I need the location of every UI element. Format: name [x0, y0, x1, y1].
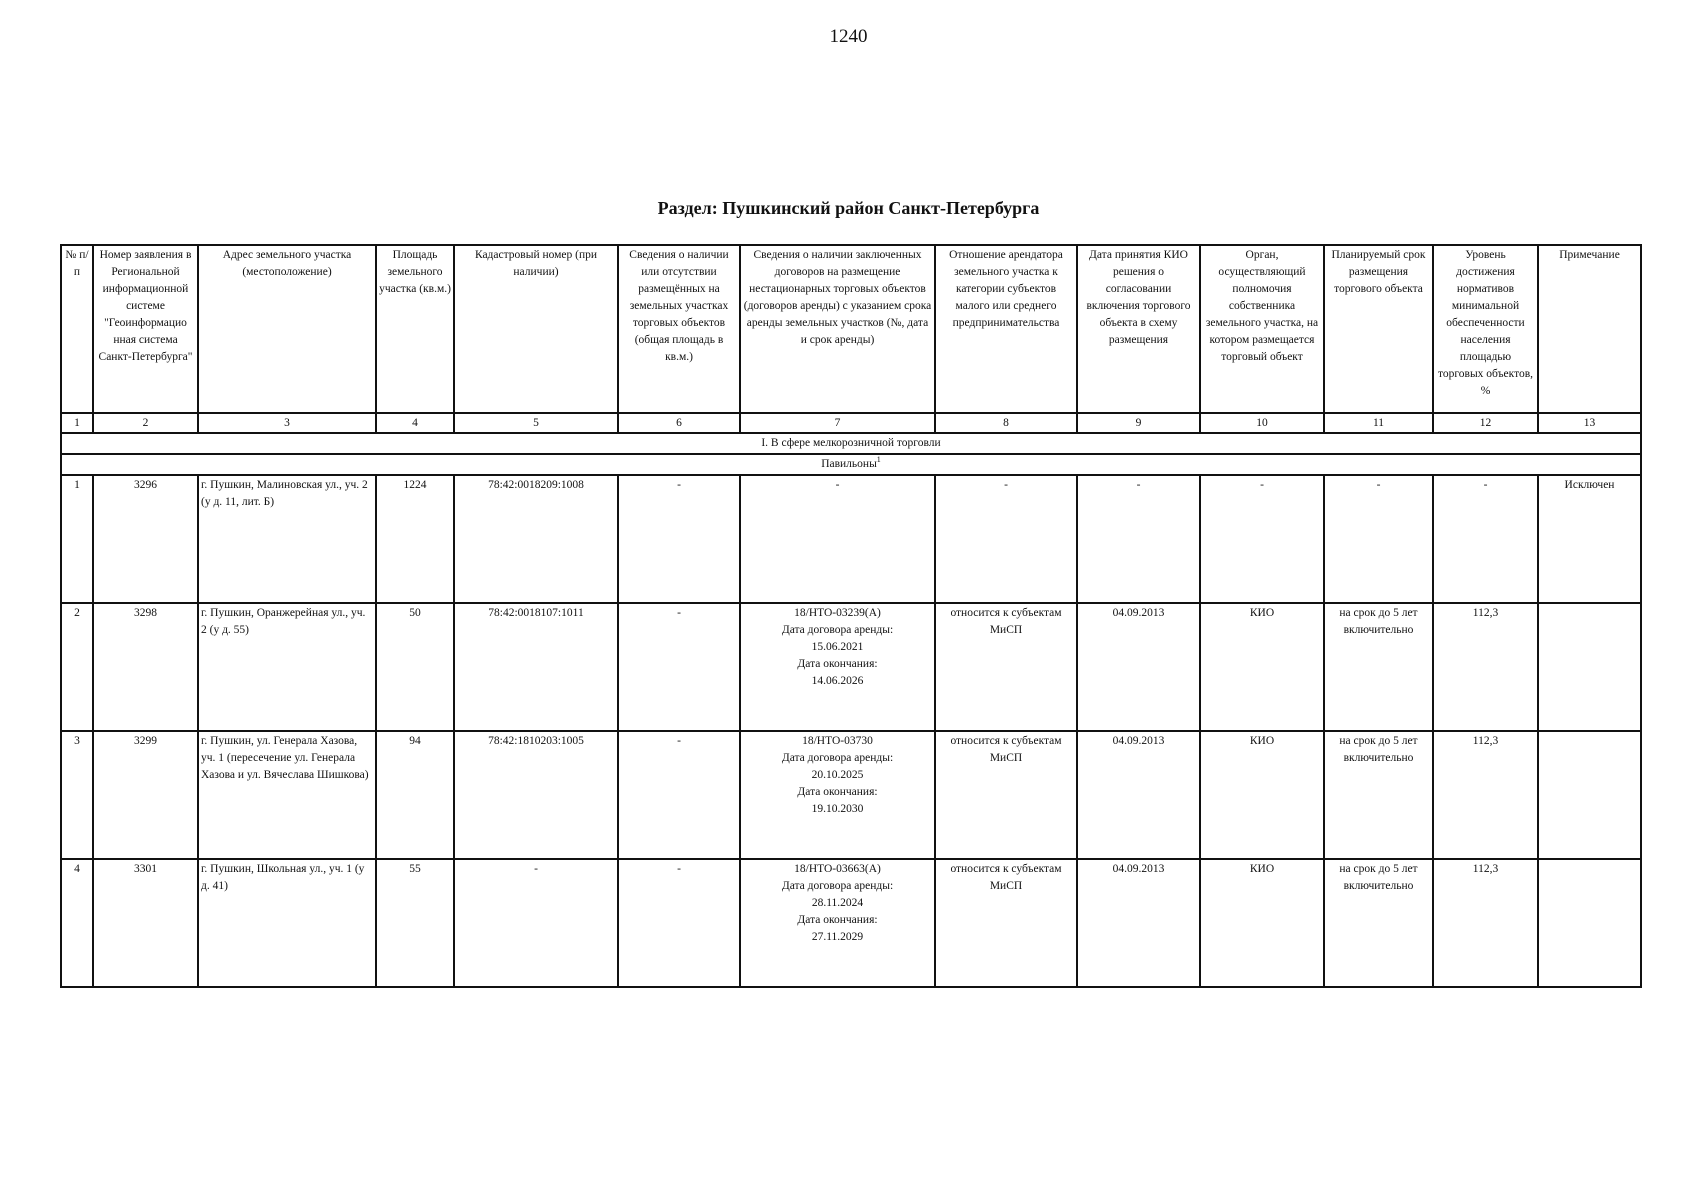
table-row — [61, 603, 1641, 731]
cell-application: 3301 — [93, 859, 198, 987]
subsection-title: I. В сфере мелкорозничной торговли — [61, 433, 1641, 454]
col-header-application: Номер заявления в Региональной информационной системе "Геоинформацио нная система Санкт-Петербурга" — [93, 245, 198, 413]
column-number: 3 — [198, 413, 376, 433]
cell-number: 4 — [61, 859, 93, 987]
col-header-authority: Орган, осуществляющий полномочия собственника земельного участка, на котором размещается торговый объект — [1200, 245, 1324, 413]
cell-level: 112,3 — [1433, 731, 1538, 859]
cell-level: 112,3 — [1433, 603, 1538, 731]
cell-term: на срок до 5 лет включительно — [1324, 731, 1433, 859]
col-header-note: Примечание — [1538, 245, 1641, 413]
cell-existing-objects: - — [618, 731, 740, 859]
cell-existing-objects: - — [618, 859, 740, 987]
column-number: 10 — [1200, 413, 1324, 433]
column-number-row — [61, 413, 1641, 433]
table-row — [61, 731, 1641, 859]
cell-note — [1538, 859, 1641, 987]
contract-end-date: 14.06.2026 — [811, 675, 864, 687]
cell-note: Исключен — [1538, 475, 1641, 603]
section-title: Раздел: Пушкинский район Санкт-Петербурга — [657, 198, 1040, 218]
cell-cadastral: 78:42:0018107:1011 — [454, 603, 618, 731]
cell-level: - — [1433, 475, 1538, 603]
cell-sme: - — [935, 475, 1077, 603]
cell-area: 55 — [376, 859, 454, 987]
contract-end-label: Дата окончания: — [797, 786, 878, 798]
cell-sme: относится к субъектам МиСП — [935, 731, 1077, 859]
col-header-term: Планируемый срок размещения торгового объекта — [1324, 245, 1433, 413]
cell-authority: КИО — [1200, 603, 1324, 731]
cell-address: г. Пушкин, Школьная ул., уч. 1 (у д. 41) — [198, 859, 376, 987]
header-row — [61, 245, 1641, 413]
cell-decision-date: - — [1077, 475, 1200, 603]
col-header-cadastral: Кадастровый номер (при наличии) — [454, 245, 618, 413]
cell-decision-date: 04.09.2013 — [1077, 731, 1200, 859]
column-number: 13 — [1538, 413, 1641, 433]
cell-area: 1224 — [376, 475, 454, 603]
col-header-sme: Отношение арендатора земельного участка к категории субъектов малого или среднего предпринимательства — [935, 245, 1077, 413]
cell-term: на срок до 5 лет включительно — [1324, 603, 1433, 731]
registry-table — [60, 244, 1642, 988]
contract-end-date: 19.10.2030 — [811, 803, 864, 815]
col-header-number: № п/п — [61, 245, 93, 413]
cell-address: г. Пушкин, ул. Генерала Хазова, уч. 1 (пересечение ул. Генерала Хазова и ул. Вячеслава Шишкова) — [198, 731, 376, 859]
cell-note — [1538, 731, 1641, 859]
cell-number: 2 — [61, 603, 93, 731]
col-header-area: Площадь земельного участка (кв.м.) — [376, 245, 454, 413]
column-number: 9 — [1077, 413, 1200, 433]
cell-existing-objects: - — [618, 603, 740, 731]
contract-date-label: Дата договора аренды: — [781, 624, 894, 636]
column-number: 6 — [618, 413, 740, 433]
column-number: 11 — [1324, 413, 1433, 433]
table-row — [61, 475, 1641, 603]
column-number: 2 — [93, 413, 198, 433]
cell-authority: КИО — [1200, 731, 1324, 859]
contract-number: 18/НТО-03730 — [802, 735, 873, 747]
contract-number: 18/НТО-03239(А) — [794, 607, 881, 619]
cell-existing-objects: - — [618, 475, 740, 603]
category-title — [61, 454, 1641, 475]
category-footnote-mark: 1 — [876, 455, 881, 465]
cell-contract — [740, 859, 935, 987]
cell-note — [1538, 603, 1641, 731]
cell-contract — [740, 603, 935, 731]
col-header-existing-objects: Сведения о наличии или отсутствии размещённых на земельных участках торговых объектов (общая площадь в кв.м.) — [618, 245, 740, 413]
cell-application: 3296 — [93, 475, 198, 603]
cell-application: 3299 — [93, 731, 198, 859]
cell-authority: КИО — [1200, 859, 1324, 987]
column-number: 1 — [61, 413, 93, 433]
category-label: Павильоны — [821, 458, 877, 470]
contract-end-date: 27.11.2029 — [811, 931, 864, 943]
contract-date: 28.11.2024 — [811, 897, 864, 909]
cell-area: 50 — [376, 603, 454, 731]
cell-level: 112,3 — [1433, 859, 1538, 987]
cell-term: на срок до 5 лет включительно — [1324, 859, 1433, 987]
cell-area: 94 — [376, 731, 454, 859]
contract-line: - — [835, 479, 840, 491]
contract-number: 18/НТО-03663(А) — [794, 863, 881, 875]
cell-cadastral: 78:42:1810203:1005 — [454, 731, 618, 859]
col-header-contracts: Сведения о наличии заключенных договоров на размещение нестационарных торговых объектов (договоров аренды) с указанием срока аренды земельных участков (№, дата и срок аренды) — [740, 245, 935, 413]
column-number: 8 — [935, 413, 1077, 433]
column-number: 7 — [740, 413, 935, 433]
cell-contract — [740, 731, 935, 859]
col-header-address: Адрес земельного участка (местоположение) — [198, 245, 376, 413]
subsection-row — [61, 433, 1641, 454]
cell-address: г. Пушкин, Малиновская ул., уч. 2 (у д. 11, лит. Б) — [198, 475, 376, 603]
contract-date-label: Дата договора аренды: — [781, 880, 894, 892]
cell-sme: относится к субъектам МиСП — [935, 603, 1077, 731]
cell-cadastral: - — [454, 859, 618, 987]
cell-decision-date: 04.09.2013 — [1077, 859, 1200, 987]
page-number: 1240 — [829, 26, 868, 47]
cell-number: 1 — [61, 475, 93, 603]
contract-end-label: Дата окончания: — [797, 914, 878, 926]
table-row — [61, 859, 1641, 987]
col-header-level: Уровень достижения нормативов минимальной обеспеченности населения площадью торговых объектов, % — [1433, 245, 1538, 413]
cell-application: 3298 — [93, 603, 198, 731]
cell-authority: - — [1200, 475, 1324, 603]
cell-cadastral: 78:42:0018209:1008 — [454, 475, 618, 603]
contract-end-label: Дата окончания: — [797, 658, 878, 670]
col-header-decision-date: Дата принятия КИО решения о согласовании включения торгового объекта в схему размещения — [1077, 245, 1200, 413]
cell-address: г. Пушкин, Оранжерейная ул., уч. 2 (у д. 55) — [198, 603, 376, 731]
contract-date: 20.10.2025 — [811, 769, 864, 781]
column-number: 5 — [454, 413, 618, 433]
cell-sme: относится к субъектам МиСП — [935, 859, 1077, 987]
cell-decision-date: 04.09.2013 — [1077, 603, 1200, 731]
column-number: 4 — [376, 413, 454, 433]
cell-contract — [740, 475, 935, 603]
cell-term: - — [1324, 475, 1433, 603]
cell-number: 3 — [61, 731, 93, 859]
category-row — [61, 454, 1641, 475]
contract-date-label: Дата договора аренды: — [781, 752, 894, 764]
column-number: 12 — [1433, 413, 1538, 433]
contract-date: 15.06.2021 — [811, 641, 864, 653]
